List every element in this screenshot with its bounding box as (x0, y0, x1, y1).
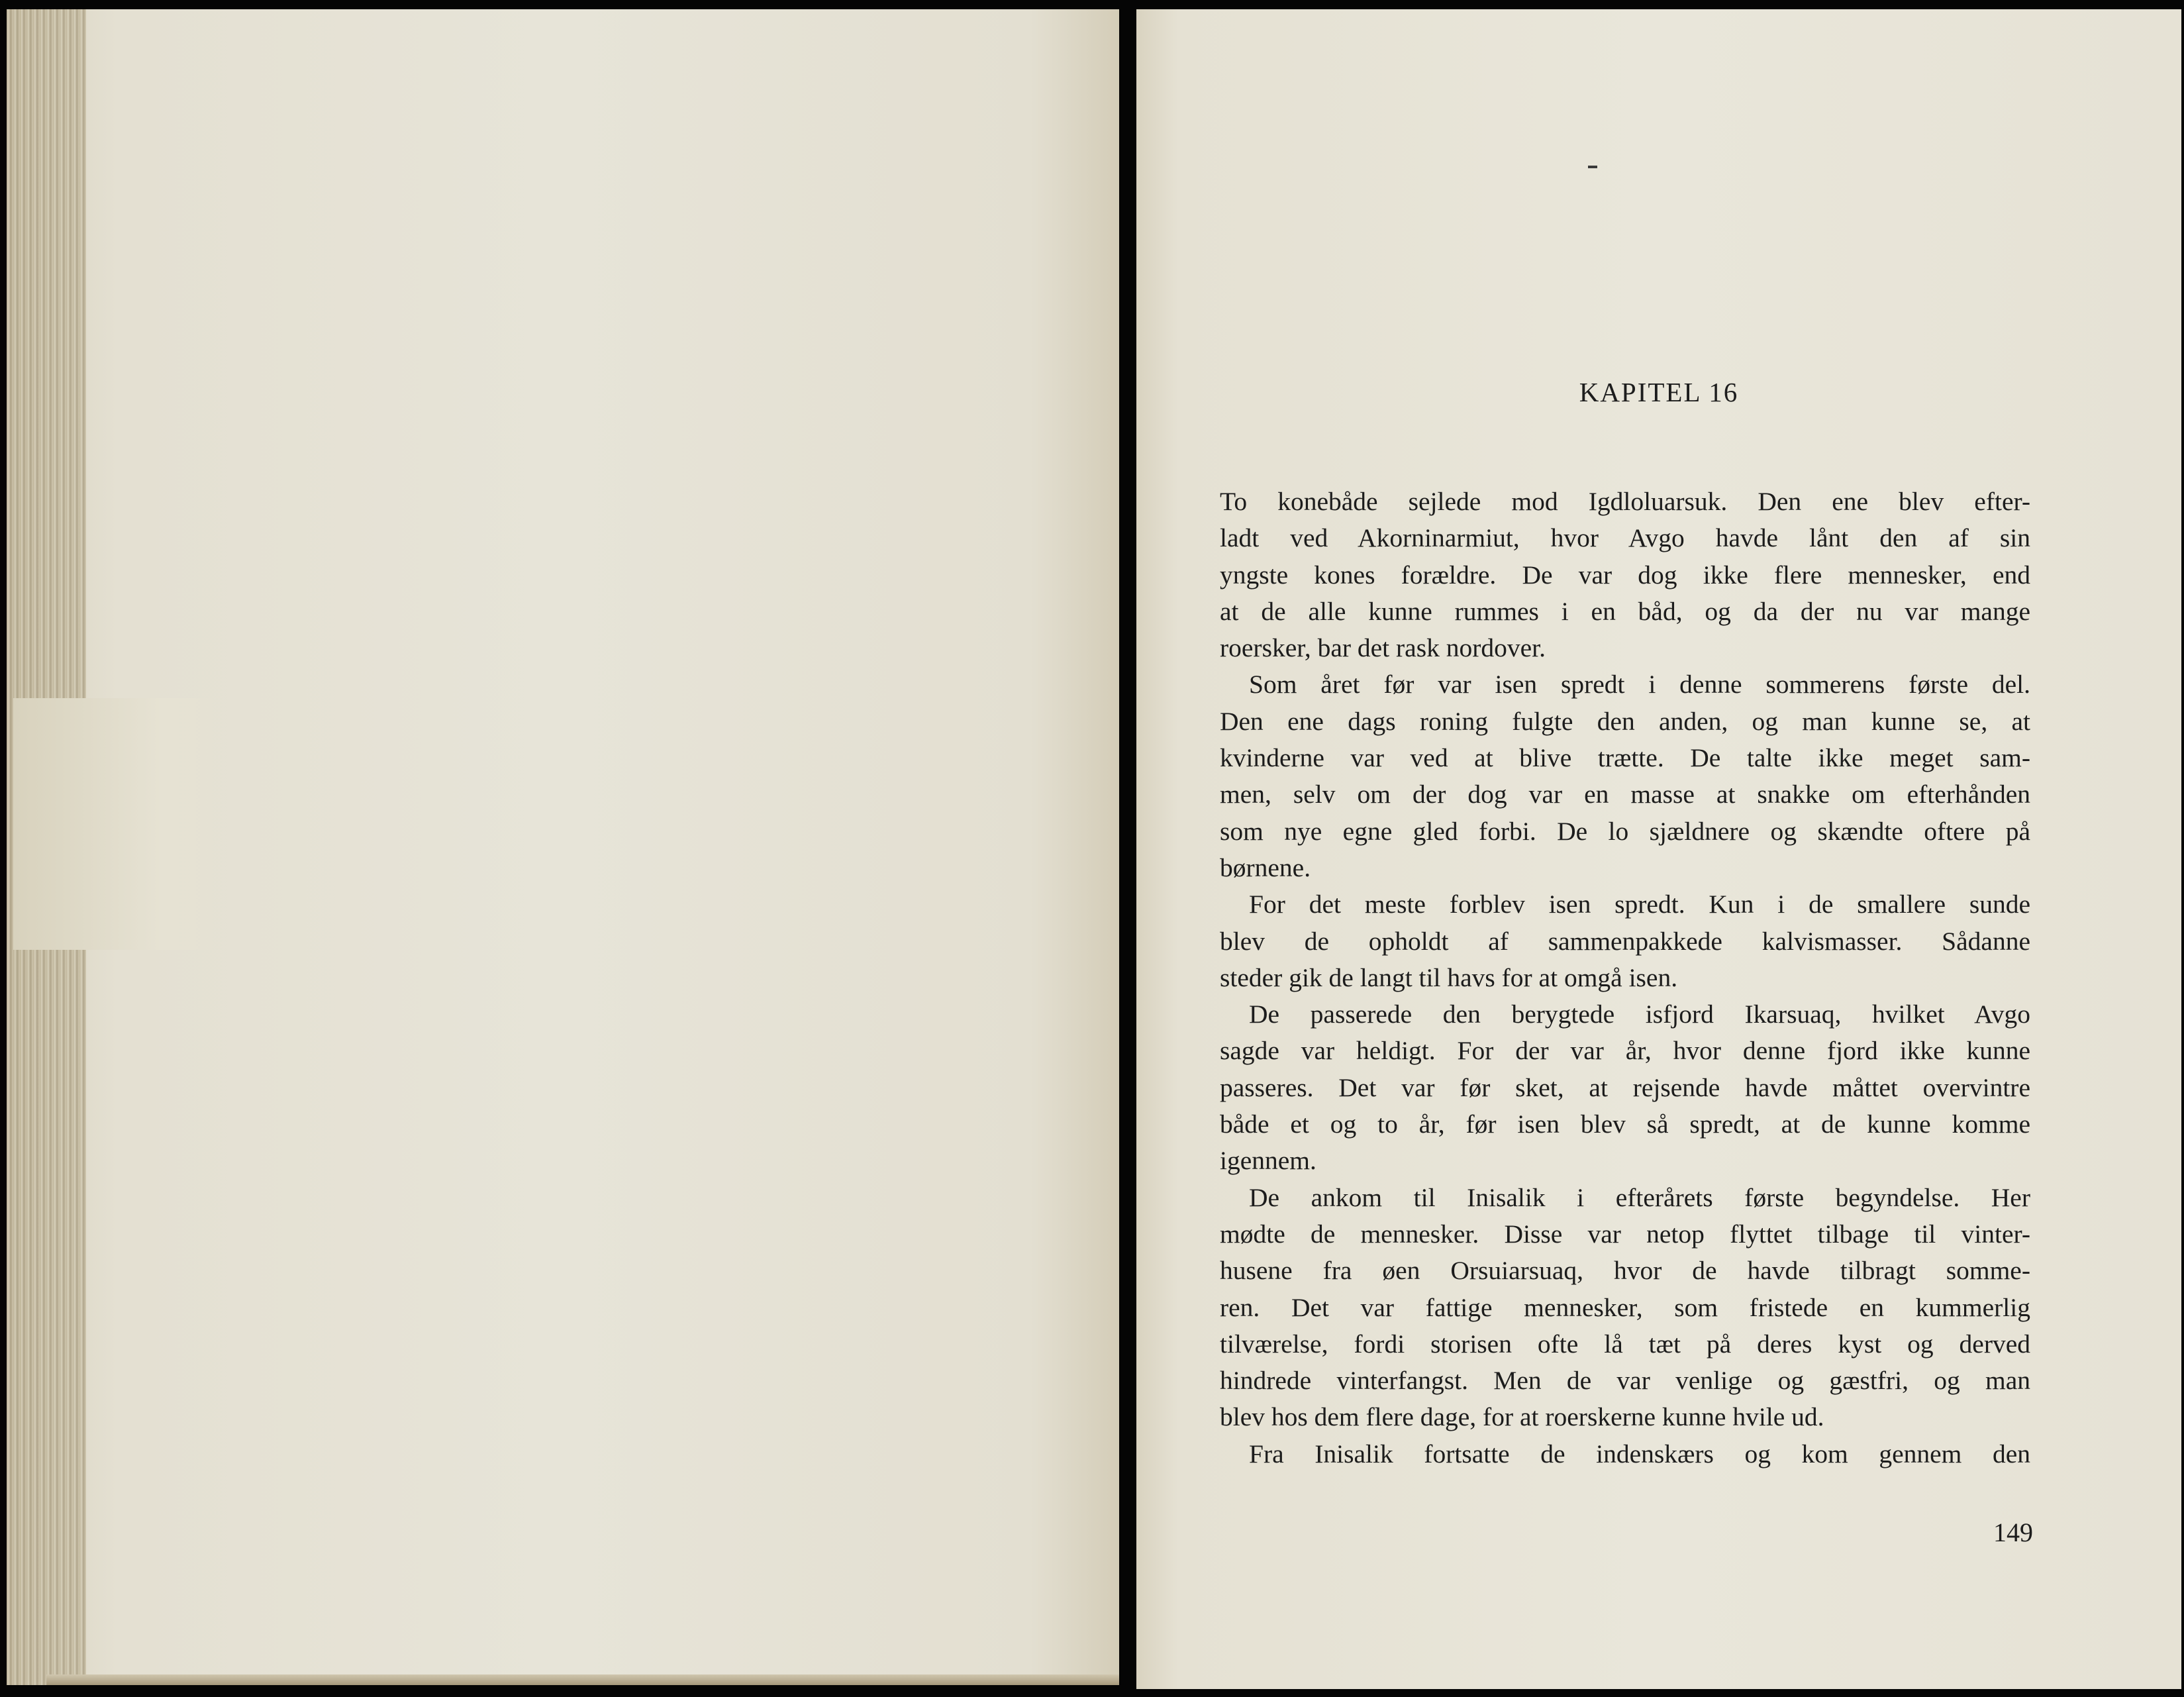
page-bottom-edge (46, 1674, 1119, 1685)
text-line: For det meste forblev isen spredt. Kun i de smallere sunde (1249, 890, 2030, 919)
text-line: Som året før var isen spredt i denne sommerens første del. (1249, 670, 2030, 699)
text-line: mødte de mennesker. Disse var netop flyttet tilbage til vinter- (1220, 1219, 2030, 1249)
text-line: steder gik de langt til havs for at omgå isen. (1220, 962, 1678, 992)
text-line: yngste kones forældre. De var dog ikke flere mennesker, end (1220, 560, 2030, 590)
text-line: roersker, bar det rask nordover. (1220, 633, 1546, 663)
text-line: De passerede den berygtede isfjord Ikarsuaq, hvilket Avgo (1249, 1000, 2030, 1029)
text-line: blev de opholdt af sammenpakkede kalvismasser. Sådanne (1220, 926, 2030, 956)
text-line: at de alle kunne rummes i en båd, og da der nu var mange (1220, 596, 2030, 626)
text-line: husene fra øen Orsuiarsuaq, hvor de havde tilbragt somme- (1220, 1256, 2030, 1286)
text-line: igennem. (1220, 1146, 1316, 1176)
left-page-blank (7, 9, 1119, 1685)
chapter-title: KAPITEL 16 (1579, 377, 1739, 407)
text-line: børnene. (1220, 852, 1311, 882)
text-line: tilværelse, fordi storisen ofte lå tæt på deres kyst og derved (1220, 1329, 2030, 1359)
text-line: hindrede vinterfangst. Men de var venlige og gæstfri, og man (1220, 1366, 2030, 1396)
text-line: blev hos dem flere dage, for at roerskerne kunne hvile ud. (1220, 1402, 1824, 1432)
body-text (1220, 484, 2030, 1472)
text-line: ladt ved Akorninarmiut, hvor Avgo havde lånt den af sin (1220, 523, 2030, 553)
text-line: De ankom til Inisalik i efterårets første begyndelse. Her (1249, 1182, 2030, 1212)
text-line: men, selv om der dog var en masse at snakke om efterhånden (1220, 780, 2030, 809)
page-number: 149 (1993, 1517, 2033, 1547)
text-line: Fra Inisalik fortsatte de indenskærs og kom gennem den (1249, 1439, 2030, 1468)
text-line: To konebåde sejlede mod Igdloluarsuk. Den ene blev efter- (1220, 487, 2030, 516)
text-line: sagde var heldigt. For der var år, hvor denne fjord ikke kunne (1220, 1036, 2030, 1066)
text-line: Den ene dags roning fulgte den anden, og man kunne se, at (1220, 706, 2030, 736)
text-line: passeres. Det var før sket, at rejsende havde måttet overvintre (1220, 1072, 2030, 1102)
text-line: ren. Det var fattige mennesker, som fristede en kummerlig (1220, 1292, 2030, 1322)
text-line: kvinderne var ved at blive trætte. De talte ikke meget sam- (1220, 743, 2030, 773)
print-mark (1588, 166, 1597, 168)
text-line: som nye egne gled forbi. De lo sjældnere og skændte oftere på (1220, 816, 2030, 846)
text-line: både et og to år, før isen blev så spredt, at de kunne komme (1220, 1109, 2030, 1139)
redaction-patch (13, 698, 225, 950)
